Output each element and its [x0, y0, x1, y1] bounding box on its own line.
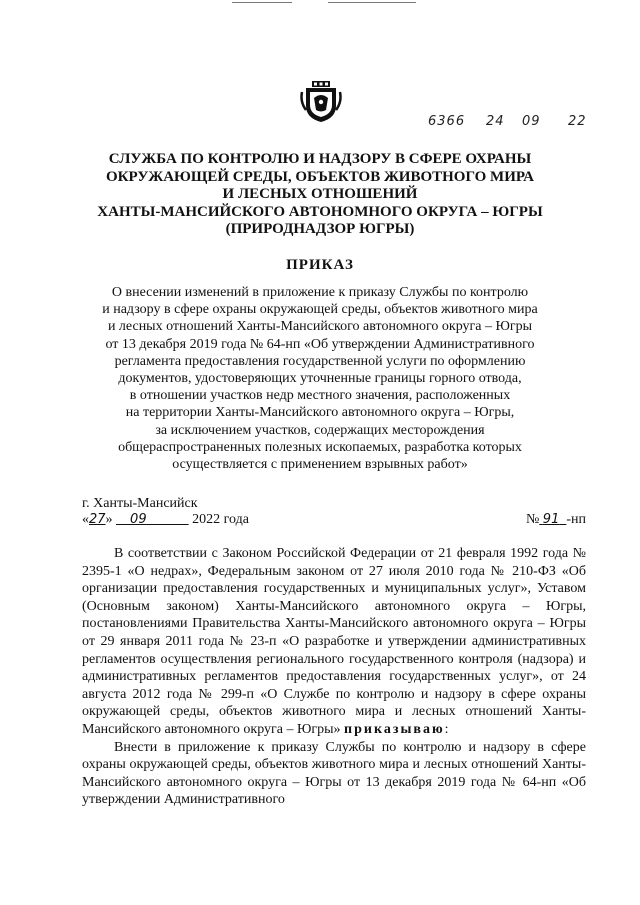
date-open-quote: « — [82, 512, 89, 527]
scan-artifact-line — [328, 2, 416, 3]
subject-line: О внесении изменений в приложение к приказу Службы по контролю — [111, 285, 529, 300]
document-type: ПРИКАЗ — [286, 257, 354, 273]
registration-year: 22 — [568, 114, 587, 129]
registration-day: 24 — [486, 114, 505, 129]
order-number — [526, 512, 586, 528]
coat-of-arms-icon — [298, 78, 344, 124]
subject-line: от 13 декабря 2019 года № 64-нп «Об утверждении Административного — [105, 336, 535, 352]
organization-line: И ЛЕСНЫХ ОТНОШЕНИЙ — [222, 186, 418, 202]
organization-line: ОКРУЖАЮЩЕЙ СРЕДЫ, ОБЪЕКТОВ ЖИВОТНОГО МИРА — [106, 168, 534, 185]
preamble-text: В соответствии с Законом Российской Федерации от 21 февраля 1992 года № 2395-1 «О недрах», Федеральным законом от 27 июля 2010 года № 210-ФЗ «Об организации предоставления государственных и муниципальных услуг», Уставом (Основным законом) Ханты-Мансийского автономного округа – Югры, постановлениями Правительства Ханты-Мансийского автономного округа – Югры от 29 января 2011 года № 23-п «О разработке и утверждении административных регламентов осуществления регионального государственного контроля (надзора) и административных регламентов предоставления государственных услуг», от 24 августа 2012 года № 299-п «О Службе по контролю и надзору в сфере охраны окружающей среды, объектов животного мира и лесных отношений Ханты-Мансийского автономного округа – Югры» — [82, 546, 586, 737]
registration-number: 6366 — [428, 114, 466, 129]
scan-artifact-line — [232, 2, 292, 3]
subject-line: регламента предоставления государственной услуги по оформлению — [114, 353, 526, 369]
number-value: 91 — [542, 512, 560, 527]
organization-line: ХАНТЫ-МАНСИЙСКОГО АВТОНОМНОГО ОКРУГА – ЮГРЫ — [97, 203, 543, 220]
subject-line: документов, удостоверяющих уточненные границы горного отвода, — [118, 371, 522, 387]
date-day: 27 — [89, 512, 106, 527]
order-word: приказываю — [344, 721, 445, 737]
number-suffix: -нп — [566, 512, 586, 527]
subject-line: и надзору в сфере охраны окружающей среды, объектов животного мира — [102, 302, 538, 318]
order-body — [82, 545, 586, 809]
subject-line: на территории Ханты-Мансийского автономного округа – Югры, — [125, 405, 515, 421]
organization-line: (ПРИРОДНАДЗОР ЮГРЫ) — [225, 221, 415, 237]
number-prefix: № — [525, 512, 540, 527]
order-date — [82, 512, 249, 528]
place-of-issue: г. Ханты-Мансийск — [82, 496, 198, 511]
body-paragraph — [82, 545, 586, 739]
order-subject — [70, 284, 570, 473]
organization-name — [60, 151, 580, 239]
subject-line: общераспространенных полезных ископаемых, разработка которых — [118, 439, 522, 455]
date-year: 2022 года — [192, 512, 249, 527]
date-month: 09 — [130, 512, 147, 527]
body-paragraph: Внести в приложение к приказу Службы по контролю и надзору в сфере охраны окружающей среды, объектов животного мира и лесных отношений Ханты-Мансийского автономного округа – Югры от 13 декабря 2019 года № 64-нп «Об утверждении Административного — [82, 739, 586, 808]
organization-line: СЛУЖБА ПО КОНТРОЛЮ И НАДЗОРУ В СФЕРЕ ОХРАНЫ — [108, 151, 532, 167]
order-colon: : — [444, 721, 449, 737]
subject-line: в отношении участков недр местного значения, расположенных — [129, 388, 511, 404]
subject-line: осуществляется с применением взрывных работ» — [172, 457, 468, 473]
date-number-row — [82, 512, 586, 530]
subject-line: и лесных отношений Ханты-Мансийского автономного округа – Югры — [107, 319, 533, 335]
date-close-quote: » — [105, 512, 113, 527]
subject-line: за исключением участков, содержащих месторождения — [155, 422, 485, 438]
registration-month: 09 — [522, 114, 541, 129]
